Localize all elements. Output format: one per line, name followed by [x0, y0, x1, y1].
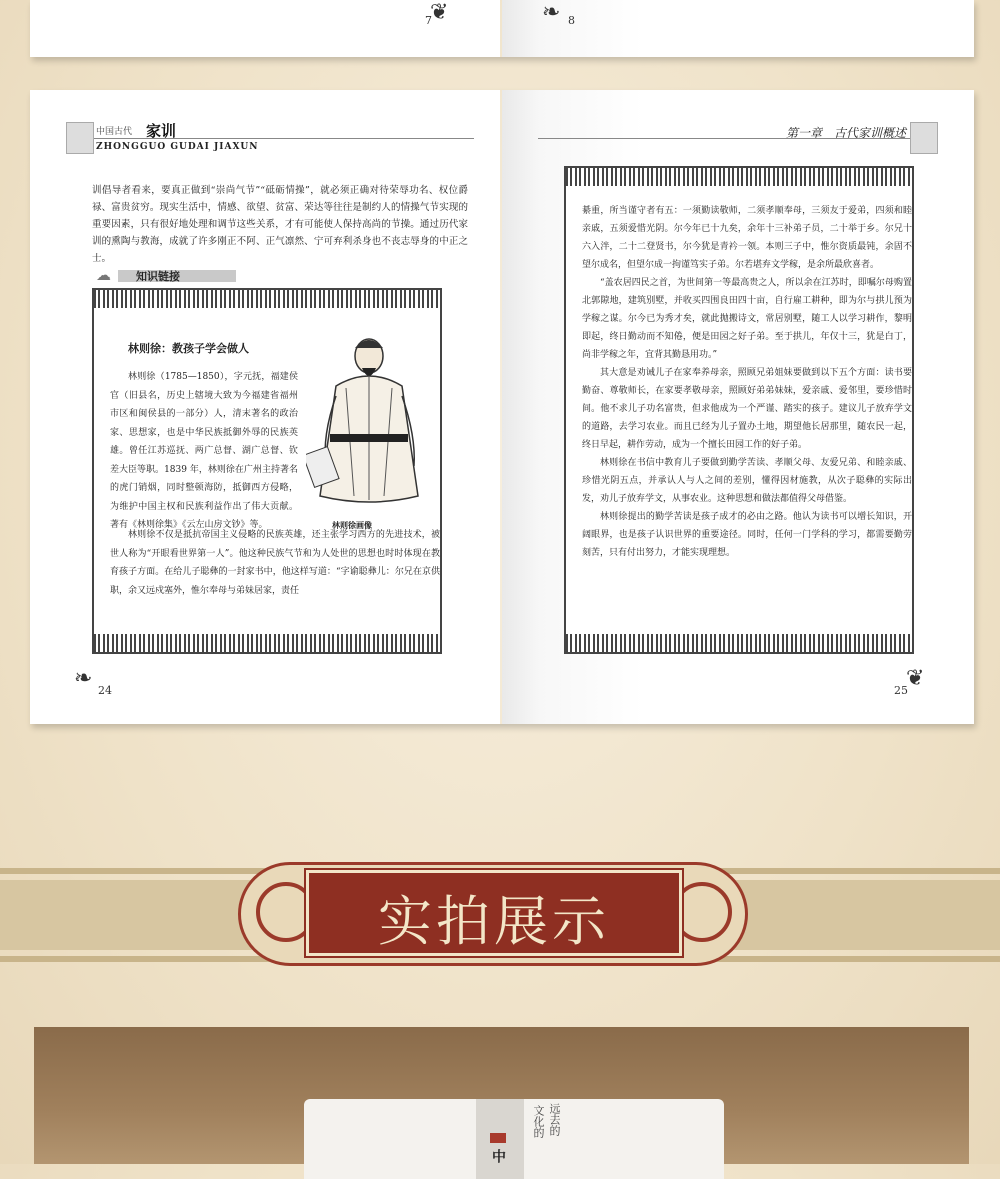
page-number: 25 [894, 684, 908, 697]
top-book-spread [30, 0, 974, 57]
portrait-illustration [306, 326, 432, 506]
header-illustration [66, 122, 94, 154]
cover-vertical-text: 文化的 [532, 1105, 545, 1138]
page-number: 24 [98, 684, 112, 697]
border-pattern [566, 168, 912, 186]
letter-box [564, 166, 914, 654]
flourish-ornament-icon: ❧ [74, 666, 93, 691]
header-rule [94, 138, 474, 139]
border-pattern [566, 634, 912, 652]
page-number: 8 [568, 14, 575, 27]
paragraph: 其大意是劝诫儿子在家奉养母亲，照顾兄弟姐妹要做到以下五个方面：读书要勤奋、尊敬师长，在家要孝敬母亲，照顾好弟弟妹妹，爱亲戚、爱邻里，要珍惜时间。他不求儿子功名富贵，但求他成为一个严谨、踏实的孩子。建议儿子放弃学文的道路，去学习农业。而且已经为儿子置办土地，期望他长居那里，随农民一起，终日早起，耕作劳动，成为一个擅长田园工作的好子弟。 [582, 368, 912, 450]
paragraph: 林则徐在书信中教育儿子要做到勤学苦读、孝顺父母、友爱兄弟、和睦亲戚、珍惜光阴五点，并承认人与人之间的差别，懂得因材施教，从次子聪彝的实际出发，劝儿子放弃学文，从事农业。这种思想和做法都值得父母借鉴。 [582, 458, 912, 504]
section-banner [0, 862, 1000, 968]
header-illustration [910, 122, 938, 154]
knowledge-box [92, 288, 442, 654]
main-book-spread [30, 90, 974, 724]
right-page [502, 90, 974, 724]
flourish-ornament-icon: ❦ [906, 666, 925, 691]
cloud-ornament-icon: ☁ [96, 266, 111, 284]
paragraph: “盖农居四民之首，为世间第一等最高贵之人，所以余在江苏时，即嘱尔母购置北郭隙地，建筑别墅，并收买四围良田四十亩，自行雇工耕种，即为尔与拱儿预为学稼之谋。尔今已为秀才矣，就此抛搬诗文，常居别墅，随工人以学习耕作，黎明即起，终日勤动而不知倦，便是田园之好子弟。至于拱儿，年仅十三，犹是白丁，尚非学稼之年，宜背其勤恳用功。” [582, 278, 912, 360]
product-photo [34, 1027, 969, 1164]
page-number: 7 [425, 14, 432, 27]
header-series-small: 中国古代 [96, 127, 133, 137]
border-pattern [94, 634, 440, 652]
letter-text [582, 202, 912, 562]
knowledge-link-heading: ☁ 知识链接 [96, 268, 236, 284]
book-title-mark [490, 1133, 506, 1143]
cover-vertical-text: 远去的 [548, 1103, 561, 1136]
flourish-ornament-icon: ❦ [430, 0, 449, 25]
top-right-page [502, 0, 974, 57]
cover-title-text: 中 [490, 1149, 506, 1163]
header-rule [538, 138, 918, 139]
box-paragraph: 林则徐不仅是抵抗帝国主义侵略的民族英雄，还主张学习西方的先进技术，被世人称为“开眼看世界第一人”。他这种民族气节和为人处世的思想也时时体现在教育孩子方面。在给儿子聪彝的一封家书中，他这样写道：“字谕聪彝儿：尔兄在京供职，余又远戍塞外，惟尔奉母与弟妹居家，责任 [110, 530, 440, 596]
box-paragraph: 林则徐（1785—1850），字元抚，福建侯官（旧县名，历史上辖境大致为今福建省福州市区和闽侯县的一部分）人，清末著名的政治家、思想家，也是中华民族抵御外辱的民族英雄。曾任江苏巡抚、两广总督、湖广总督、钦差大臣等职。1839 年，林则徐在广州主持著名的虎门销烟，同时整顿海防，抵御西方侵略，为维护中国主权和民族利益作出了伟大贡献。著有《林则徐集》《云左山房文钞》等。 [110, 372, 298, 530]
paragraph: 林则徐提出的勤学苦读是孩子成才的必由之路。他认为读书可以增长知识，开阔眼界，也是孩子认识世界的重要途径。同时，任何一门学科的学习，都需要勤劳刻苦，只有付出努力，才能实现理想。 [582, 512, 912, 558]
paragraph: 綦重，所当谨守者有五：一须勤读敬师，二须孝顺奉母，三须友于爱弟，四须和睦亲戚，五须爱惜光阴。尔今年已十九矣，余年十三补弟子员，二十举于乡。尔兄十六入泮，二十二登贤书，尔今犹是青衿一领。本则三子中，惟尔资质最钝，余固不望尔成名，但望尔成一拘谨笃实子弟。尔若堪弃文学稼，是余所最欣喜者。 [582, 206, 912, 270]
banner-title: 实拍展示 [378, 890, 610, 953]
header-pinyin: ZHONGGUO GUDAI JIAXUN [96, 142, 259, 152]
banner-plaque [306, 870, 682, 956]
header-book-title: 家训 [146, 122, 177, 140]
top-left-page [30, 0, 500, 57]
portrait-caption: 林则徐画像 [332, 521, 372, 530]
border-pattern [94, 290, 440, 308]
left-page [30, 90, 500, 724]
book-image [304, 1099, 724, 1179]
page-header [538, 122, 938, 156]
flourish-ornament-icon: ❧ [542, 0, 561, 25]
page-header [66, 122, 476, 156]
box-title: 林则徐：教孩子学会做人 [128, 342, 249, 355]
intro-paragraph: 训倡导者看来，要真正做到“崇尚气节”“砥砺情操”，就必须正确对待荣辱功名、权位爵禄、富贵贫穷。现实生活中，情感、欲望、贫富、荣达等往往是制约人的情操气节实现的重要因素，只有很好地处理和调节这些关系，才有可能使人保持高尚的节操。通过历代家训的熏陶与教海，成就了许多刚正不阿、正气凛然、宁可弃利杀身也不丧志辱身的中正之士。 [92, 185, 468, 264]
chapter-title: 第一章 古代家训概述 [785, 126, 906, 140]
